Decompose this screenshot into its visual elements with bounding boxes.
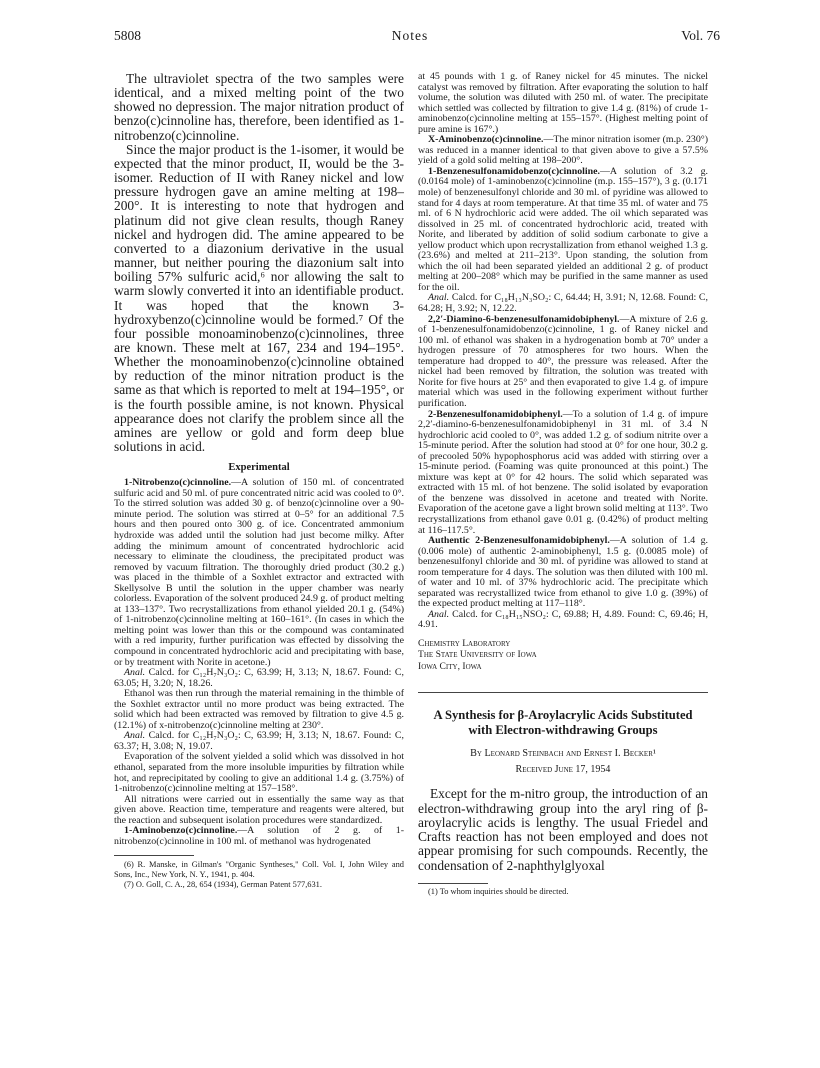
- compound-title: 2,2′-Diamino-6-benzenesulfonamidobiphenyl.: [428, 313, 620, 325]
- procedure-paragraph: [418, 167, 708, 294]
- anal-text: Calcd. for C₁₈H₁₃N₃SO₂: C, 64.44; H, 3.91; N, 12.68. Found: C, 64.28; H, 3.92; N, 12.22.: [418, 292, 708, 315]
- compound-title: 2-Benzenesulfonamidobiphenyl.: [428, 408, 563, 420]
- compound-title: 1-Nitrobenzo(c)cinnoline.: [124, 477, 232, 489]
- procedure-paragraph: [418, 315, 708, 410]
- footnote: (7) O. Goll, C. A., 28, 654 (1934), German Patent 577,631.: [124, 880, 322, 890]
- procedure-text: —To a solution of 1.4 g. of impure 2,2′-diamino-6-benzenesulfonamidobiphenyl in 31 ml. of 3.4 N hydrochloric acid cooled to 0°, was added 1.2 g. of sodium nitrite over a 15-minute period. After the solution had stood at 0° for one hour, 30.2 g. of precooled 50% hypophosphorus acid was added with stirring over a 15-minute period. (Foaming was quite pronounced at this point.) The mixture was kept at 0° for 42 hours. The solid which separated was extracted with 15 ml. of hot benzene. The solid isolated by evaporation of the benzene was dissolved in acetone and treated with Norite. Evaporation of the acetone gave a light brown solid melting at 113°. Two recrystallizations from ethanol gave 0.01 g. (0.42%) of product melting at 116–117.5°.: [418, 408, 708, 536]
- analysis-line: [418, 610, 708, 631]
- article-authors: By Leonard Steinbach and Ernest I. Becker¹: [470, 748, 656, 760]
- procedure-paragraph: Ethanol was then run through the material remaining in the thimble of the Soxhlet extractor until no more product was being extracted. The solid which had been extracted was removed by filtration to give 4.5 g. (12.1%) of x-nitrobenzo(c)cinnoline melting at 230°.: [114, 688, 404, 731]
- right-column: [418, 72, 708, 897]
- procedure-text: —A solution of 3.2 g. (0.0164 mole) of 1-aminobenzo(c)cinnoline (m.p. 155–157°), 3 g. (0.171 mole) of benzenesulfonyl chloride and 30 ml. of pyridine was allowed to stand for 4 days at room temperature. At that time 35 ml. of water and 75 ml. of 6 N hydrochloric acid were added. The oil which separated was dissolved in 25 ml. of concentrated hydrochloric acid, treated with Norite, and liberated by addition of solid sodium carbonate to give a yellow product which upon recrystallization from ethanol weighed 1.3 g. (23.6%) and melted at 211–213°. Upon standing, the solution from which the oil had been separated yielded an additional 2 g. of product melting at 200–208° which may be purified in the same manner as used for the oil.: [418, 165, 708, 293]
- anal-text: Calcd. for C₁₈H₁₅NSO₂: C, 69.88; H, 4.89. Found: C, 69.46; H, 4.91.: [418, 608, 708, 631]
- left-body-text: [114, 72, 404, 454]
- footnote-rule: [114, 855, 194, 856]
- page-number: 5808: [114, 28, 141, 43]
- footnote: (1) To whom inquiries should be directed.: [428, 886, 569, 896]
- procedure-text: —The minor nitration isomer (m.p. 230°) was reduced in a manner identical to that given above to give a 57.5% yield of a gold solid melting at 198–200°.: [418, 134, 708, 167]
- compound-title: Authentic 2-Benzenesulfonamidobiphenyl.: [428, 535, 610, 547]
- procedure-text: —A solution of 1.4 g. (0.006 mole) of authentic 2-aminobiphenyl, 1.5 g. (0.0085 mole) of benzenesulfonyl chloride and 30 ml. of pyridine was allowed to stand at room temperature for 4 days. The solution was then diluted with 100 ml. of water and 10 ml. of 37% hydrochloric acid. The precipitate which separated was recrystallized twice from ethanol to give 1.0 g. (39%) of the expected product melting at 117–118°.: [418, 535, 708, 610]
- address-line: Chemistry Laboratory: [418, 637, 511, 649]
- footnotes: [418, 887, 708, 897]
- anal-label: Anal.: [428, 292, 450, 304]
- address-line: The State University of Iowa: [418, 649, 537, 661]
- address-line: Iowa City, Iowa: [418, 660, 482, 672]
- received-date: Received June 17, 1954: [515, 764, 611, 776]
- experimental-continued: [418, 72, 708, 631]
- analysis-line: [114, 668, 404, 689]
- procedure-paragraph: [418, 135, 708, 167]
- left-column: [114, 72, 404, 890]
- procedure-paragraph: [114, 478, 404, 668]
- footnotes: [114, 860, 404, 890]
- experimental-heading: Experimental: [228, 462, 290, 474]
- paragraph: Except for the m-nitro group, the introduction of an electron-withdrawing group into the aryl ring of β-aroylacrylic acids is lengthy. The usual Friedel and Crafts reaction has not been employed and does not appear promising for such compounds. Recently, the condensation of 2-naphthylglyoxal: [418, 786, 708, 873]
- anal-label: Anal.: [124, 667, 146, 679]
- footnote-rule: [418, 883, 488, 884]
- volume-label: Vol. 76: [681, 28, 720, 43]
- experimental-section: [114, 478, 404, 847]
- procedure-text: —A mixture of 2.6 g. of 1-benzenesulfonamidobenzo(c)cinnoline, 1 g. of Raney nickel and 100 ml. of ethanol was shaken in a hydrogenation bomb at 70° under a hydrogen pressure of 70 atmospheres for two hours. When the temperature had dropped to 40°, the pressure was released. After the nickel had been removed by filtration, the solution was treated with Norite for five hours at 25° and then evaporated to give 1.4 g. of impure material which was used in the following experiment without further purification.: [418, 313, 708, 409]
- footnote: (6) R. Manske, in Gilman's "Organic Syntheses," Coll. Vol. I, John Wiley and Sons, Inc., New York, N. Y., 1941, p. 404.: [114, 860, 404, 880]
- anal-label: Anal.: [428, 608, 450, 620]
- procedure-paragraph: [418, 536, 708, 610]
- procedure-paragraph: at 45 pounds with 1 g. of Raney nickel for 45 minutes. The nickel catalyst was removed by filtration. After evaporating the solution to half volume, the solution was diluted with 250 ml. of water. The precipitate which settled was collected by filtration to give 1.4 g. (81%) of crude 1-aminobenzo(c)cinnoline melting at 155–157°. (Highest melting point of pure amine is 167°.): [418, 71, 708, 135]
- compound-title: 1-Aminobenzo(c)cinnoline.: [124, 825, 238, 837]
- paragraph: Since the major product is the 1-isomer, it would be expected that the minor product, II, would be the 3-isomer. Reduction of II with Raney nickel and low pressure hydrogen gave an amine melting at 198–200°. It is interesting to note that hydrogen and platinum did not give clean results, though Raney nickel and hydrogen did. The amine appeared to be converted to a diazonium derivative in the usual manner, but neither pouring the diazonium salt into boiling 57% sulfuric acid,⁶ nor allowing the salt to warm slowly converted it into an identifiable product. It was hoped that the known 3-hydroxybenzo(c)cinnoline would be formed.⁷ Of the four possible monoaminobenzo(c)cinnolines, three are known. These melt at 167, 234 and 194–195°. Whether the monoaminobenzo(c)cinnoline obtained by reduction of the minor nitration product is the same as that which is reported to melt at 194–195°, or is the fourth possible amine, is not known. Physical appearance does not clarify the problem since all the amines are yellow or gold and form deep blue solutions in acid.: [114, 141, 404, 455]
- procedure-text: —A solution of 150 ml. of concentrated sulfuric acid and 50 ml. of pure concentrated nitric acid was cooled to 0°. To the stirred solution was added 30 g. of benzo(c)cinnoline over a 90-minute period. The solution was stirred at 0–5° for an additional 7.5 hours and then poured onto 300 g. of ice. Concentrated ammonium hydroxide was added until the solution had just become milky. After adding the minimum amount of concentrated hydrochloric acid necessary to eliminate the cloudiness, the precipitated product was removed by vacuum filtration. The thoroughly dried product (30.2 g.) was placed in the thimble of a Soxhlet extractor and extracted with Skellysolve B until the solution in the upper chamber was nearly colorless. Evaporation of the solvent produced 24.9 g. of product melting at 133–137°. Two recrystallizations from ethanol yielded 20.1 g. (54%) of 1-nitrobenzo(c)cinnoline melting at 160–161°. (In cases in which the melting point was lower than this or the compound was contaminated with a red impurity, further purification was effected by dissolving the compound in concentrated hydrochloric acid and precipitating with base, or by treatment with Norite in acetone.): [114, 477, 404, 668]
- procedure-paragraph: [114, 826, 404, 847]
- compound-title: X-Aminobenzo(c)cinnoline.: [428, 134, 544, 146]
- analysis-line: [114, 731, 404, 752]
- procedure-paragraph: All nitrations were carried out in essentially the same way as that given above. Reaction time, temperature and reagents were altered, but the reaction and subsequent isolation procedures were standardized.: [114, 793, 404, 826]
- analysis-line: [418, 293, 708, 314]
- procedure-paragraph: [418, 410, 708, 537]
- procedure-text: —A solution of 2 g. of 1-nitrobenzo(c)cinnoline in 100 ml. of methanol was hydrogenated: [114, 825, 404, 847]
- paragraph: The ultraviolet spectra of the two samples were identical, and a mixed melting point of the two showed no depression. The major nitration product of benzo(c)cinnoline has, therefore, been identified as 1-nitrobenzo(c)cinnoline.: [114, 71, 404, 143]
- anal-text: Calcd. for C₁₂H₇N₃O₂: C, 63.99; H, 3.13; N, 18.67. Found: C, 63.37; H, 3.08; N, 19.07.: [114, 730, 404, 752]
- journal-section: Notes: [391, 28, 429, 43]
- anal-text: Calcd. for C₁₂H₇N₃O₂: C, 63.99; H, 3.13; N, 18.67. Found: C, 63.05; H, 3.20; N, 18.26.: [114, 667, 404, 689]
- article-body: [418, 787, 708, 872]
- anal-label: Anal.: [124, 730, 146, 742]
- compound-title: 1-Benzenesulfonamidobenzo(c)cinnoline.: [428, 165, 600, 177]
- article-divider: [418, 692, 708, 693]
- procedure-paragraph: Evaporation of the solvent yielded a solid which was dissolved in hot ethanol, separated from the more insoluble impurities by filtration while hot, and reprecipitated by cooling to give an additional 1.4 g. (3.75%) of 1-nitrobenzo(c)cinnoline melting at 157–158°.: [114, 751, 404, 795]
- article-title: A Synthesis for β-Aroylacrylic Acids Substituted with Electron-withdrawing Groups: [433, 708, 693, 738]
- page-header: [0, 28, 820, 48]
- lab-address: [418, 638, 708, 673]
